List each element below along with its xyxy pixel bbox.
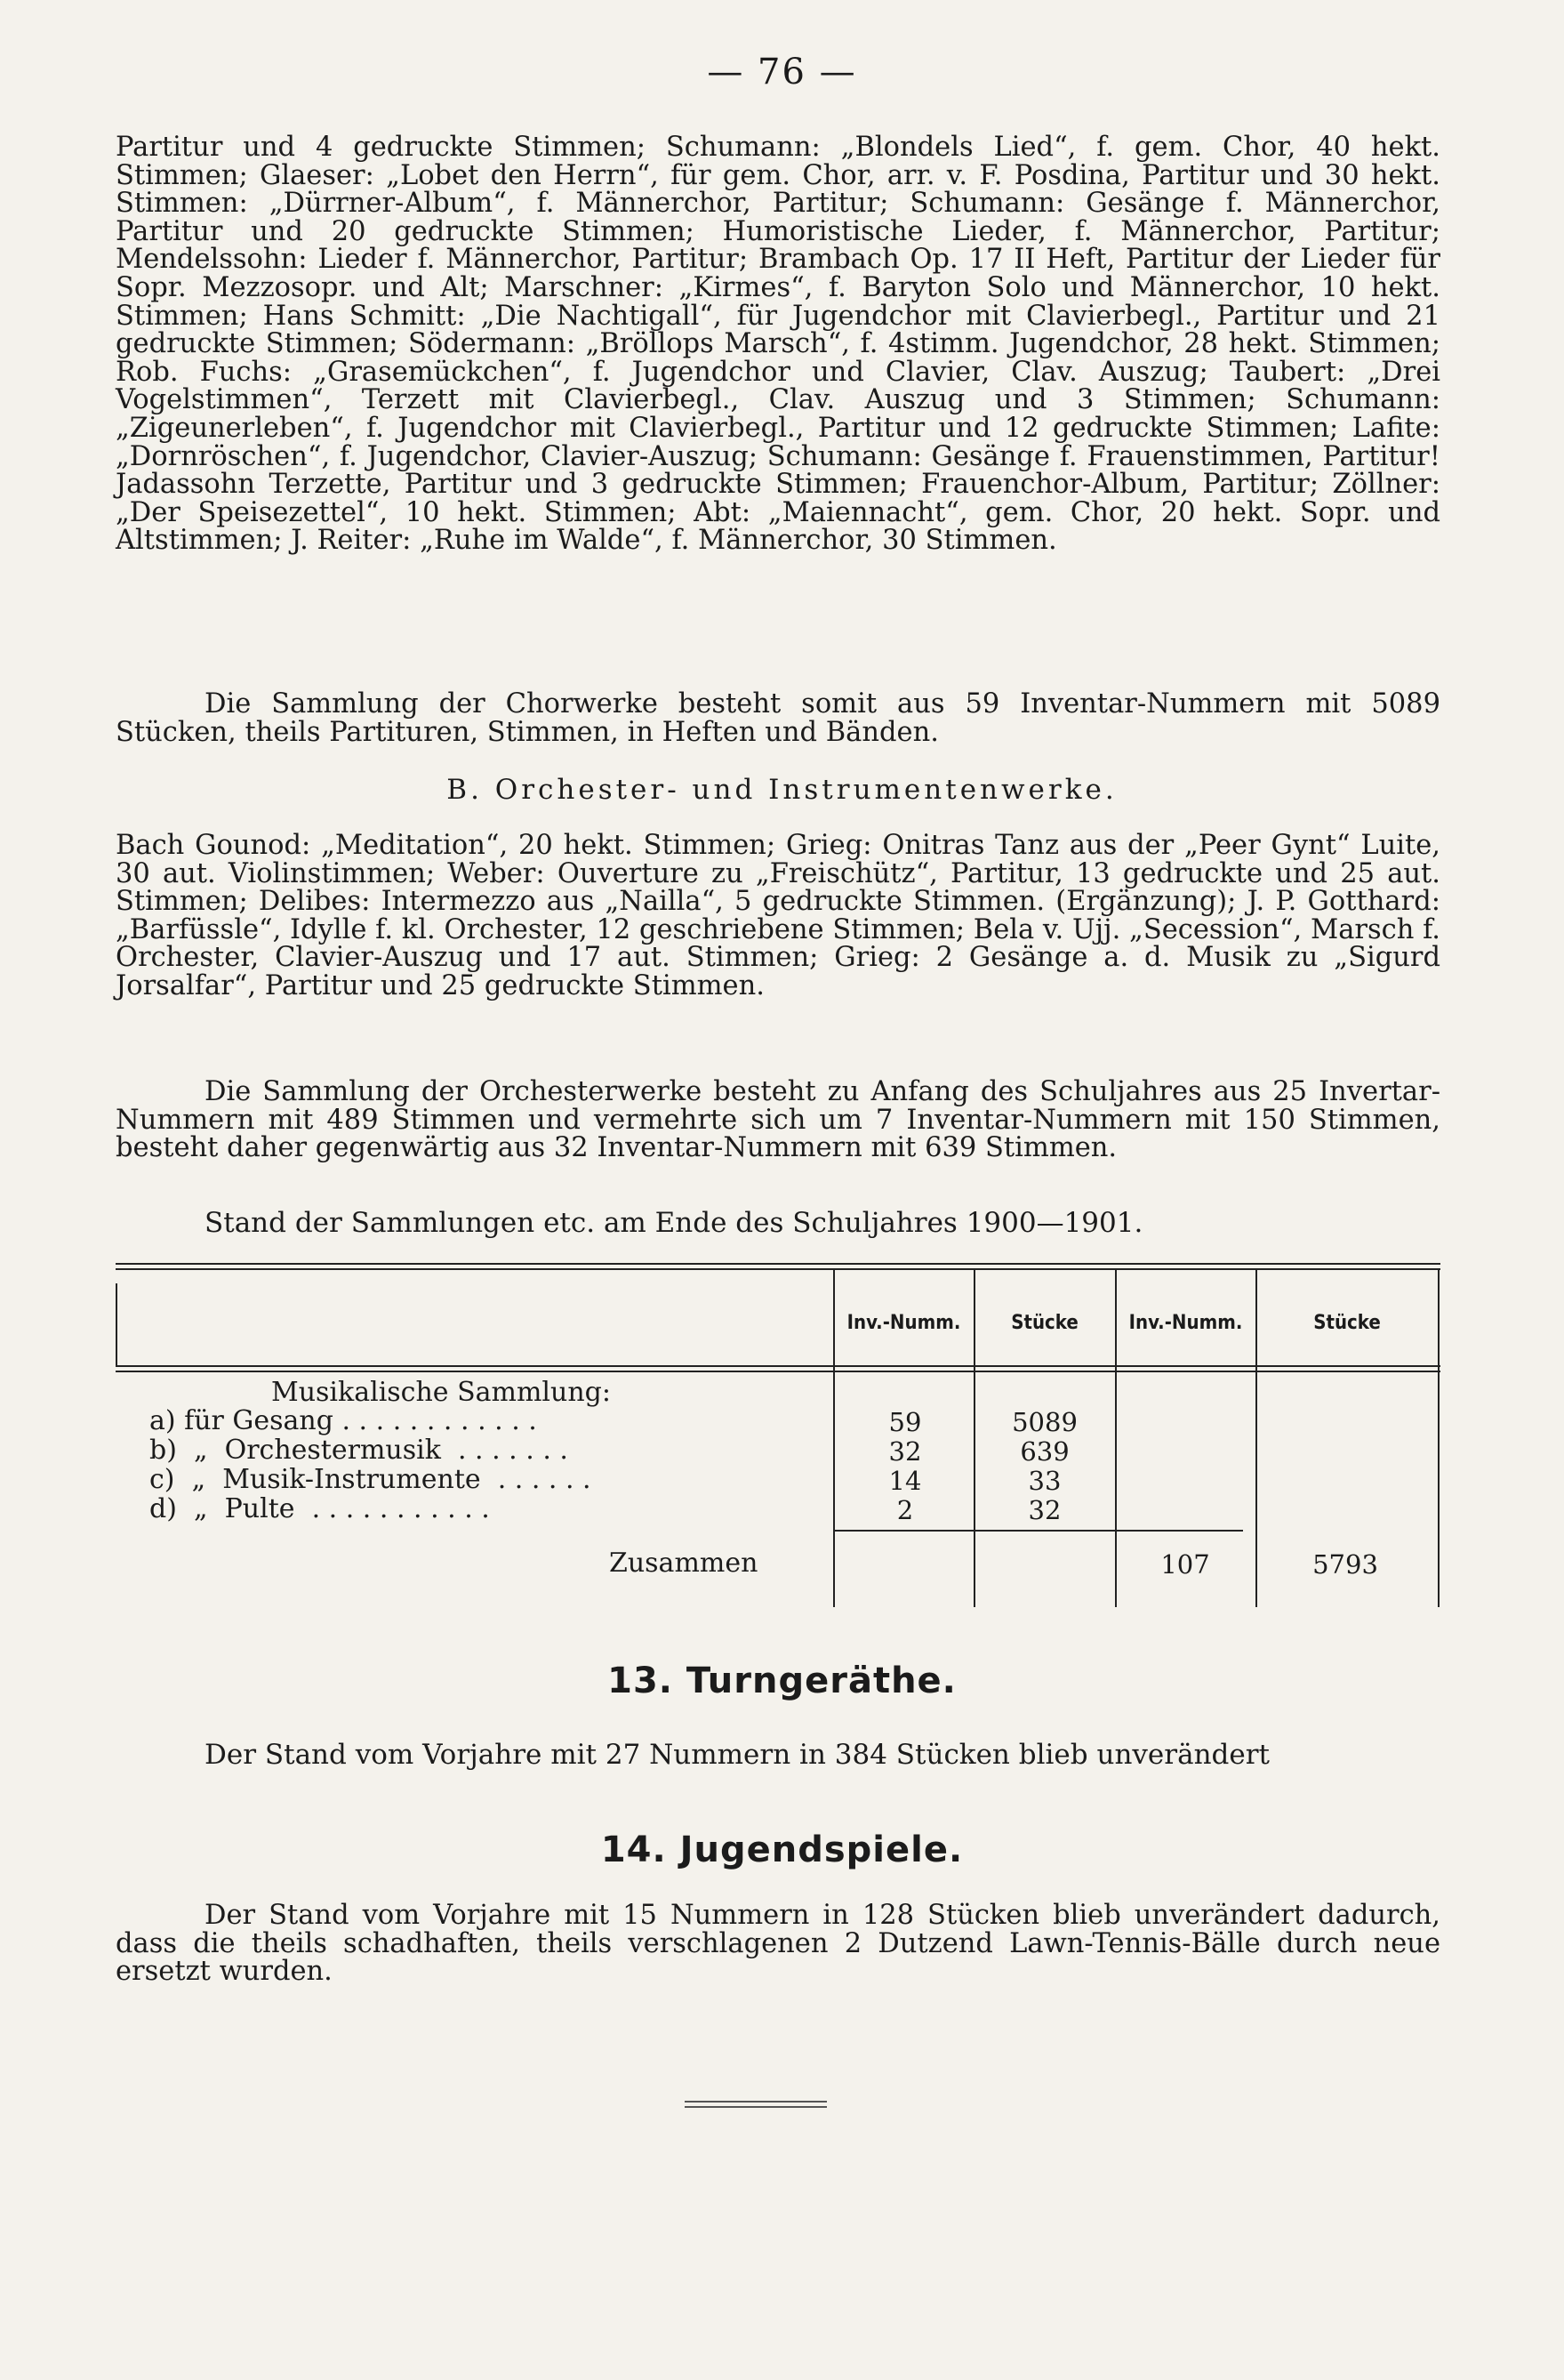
choir-works-block: [116, 132, 1449, 557]
table-header-rule-2: [116, 1371, 1440, 1372]
group-title: Musikalische Sammlung:: [271, 1377, 611, 1408]
choir-paragraph: Partitur und 4 gedruckte Stimmen; Schumann: „Blondels Lied“, f. gem. Chor, 40 hekt. Stimmen; Glaeser: „Lobet den Herrn“, für gem. Chor, arr. v. F. Posdina, Partitur und 30 hekt. Stimmen: „Dürrner-Album“, f. Männerchor, Partitur; Schumann: Gesänge f. Männerchor, Partitur und 20 gedruckte Stimmen; Humoristische Lieder, f. Männerchor, Partitur; Mendelssohn: Lieder f. Männerchor, Partitur; Brambach Op. 17 II Heft, Partitur der Lieder für Sopr. Mezzosopr. und Alt; Marschner: „Kirmes“, f. Baryton Solo und Männerchor, 10 hekt. Stimmen; Hans Schmitt: „Die Nachtigall“, für Jugendchor mit Clavierbegl., Partitur und 21 gedruckte Stimmen; Södermann: „Bröllops Marsch“, f. 4stimm. Jugendchor, 28 hekt. Stimmen; Rob. Fuchs: „Grasemückchen“, f. Jugendchor und Clavier, Clav. Auszug; Taubert: „Drei Vogelstimmen“, Terzett mit Clavierbegl., Clav. Auszug und 3 Stimmen; Schumann: „Zigeunerleben“, f. Jugendchor mit Clavierbegl., Partitur und 12 gedruckte Stimmen; Lafite: „Dornröschen“, f. Jugendchor, Clavier-Auszug; Schumann: Gesänge f. Frauenstimmen, Partitur! Jadassohn Terzette, Partitur und 3 gedruckte Stimmen; Frauenchor-Album, Partitur; Zöllner: „Der Speisezettel“, 10 hekt. Stimmen; Abt: „Maiennacht“, gem. Chor, 20 hekt. Sopr. und Altstimmen; J. Reiter: „Ruhe im Walde“, f. Männerchor, 30 Stimmen.: [116, 132, 1449, 557]
row-label-pulte: d) „ Pulte . . . . . . . . . . .: [149, 1493, 490, 1524]
sum-rule: [834, 1530, 1243, 1532]
section-13-text: Der Stand vom Vorjahre mit 27 Nummern in 384 Stücken blieb unverändert: [205, 1739, 1270, 1771]
row-label-orchester: b) „ Orchestermusik . . . . . . .: [149, 1435, 568, 1466]
row-stuecke-instrumente: 33: [1028, 1466, 1062, 1496]
total-label: Zusammen: [609, 1548, 758, 1579]
row-stuecke-pulte: 32: [1028, 1495, 1062, 1525]
section-14-text: Der Stand vom Vorjahre mit 15 Nummern in 128 Stücken blieb unverändert dadurch, dass die theils schadhaften, theils verschlagenen 2 Dutzend Lawn-Tennis-Bälle durch neue ersetzt wurden.: [116, 1900, 1449, 1988]
row-inv-instrumente: 14: [888, 1466, 922, 1496]
header-stuecke-1: Stücke: [1011, 1312, 1079, 1334]
table-top-rule-2: [116, 1268, 1440, 1270]
section-b-title: B. Orchester- und Instrumentenwerke.: [446, 774, 1118, 806]
orchestra-paragraph: Bach Gounod: „Meditation“, 20 hekt. Stimmen; Grieg: Onitras Tanz aus der „Peer Gynt“ Luite, 30 aut. Violinstimmen; Weber: Ouverture zu „Freischütz“, Partitur, 13 gedruckte und 25 aut. Stimmen; Delibes: Intermezzo aus „Nailla“, 5 gedruckte Stimmen. (Ergänzung); J. P. Gotthard: „Barfüssle“, Idylle f. kl. Orchester, 12 geschriebene Stimmen; Bela v. Ujj. „Secession“, Marsch f. Orchester, Clavier-Auszug und 17 aut. Stimmen; Grieg: 2 Gesänge a. d. Musik zu „Sigurd Jorsalfar“, Partitur und 25 gedruckte Stimmen.: [116, 830, 1449, 1001]
table-vline: [116, 1283, 117, 1365]
end-rule-2: [685, 2106, 827, 2108]
page-number: — 76 —: [707, 52, 857, 92]
row-stuecke-orchester: 639: [1020, 1436, 1070, 1467]
row-inv-orchester: 32: [888, 1436, 922, 1467]
header-stuecke-2: Stücke: [1313, 1312, 1381, 1334]
row-inv-gesang: 59: [888, 1407, 922, 1437]
choir-summary: Die Sammlung der Chorwerke besteht somit aus 59 Inventar-Nummern mit 5089 Stücken, theils Partituren, Stimmen, in Heften und Bänden.: [116, 688, 1449, 748]
section-14-block: [116, 1900, 1449, 1988]
section-14-title: 14. Jugendspiele.: [600, 1829, 964, 1870]
orchestra-summary-block: [116, 1076, 1449, 1164]
row-label-instrumente: c) „ Musik-Instrumente . . . . . .: [149, 1464, 591, 1495]
row-stuecke-gesang: 5089: [1012, 1407, 1078, 1437]
header-inv-numm-2: Inv.-Numm.: [1128, 1312, 1243, 1334]
table-header-rule: [116, 1365, 1440, 1367]
section-13-title: 13. Turngeräthe.: [607, 1660, 957, 1701]
total-stuecke: 5793: [1312, 1549, 1378, 1580]
header-inv-numm-1: Inv.-Numm.: [846, 1312, 961, 1334]
table-top-rule: [116, 1263, 1440, 1265]
orchestra-summary: Die Sammlung der Orchesterwerke besteht zu Anfang des Schuljahres aus 25 Invertar-Nummern mit 489 Stimmen und vermehrte sich um 7 Inventar-Nummern mit 150 Stimmen, besteht daher gegenwärtig aus 32 Inventar-Nummern mit 639 Stimmen.: [116, 1076, 1449, 1164]
end-rule: [685, 2101, 827, 2103]
inventory-table: [116, 1263, 1440, 1607]
table-vline: [1438, 1268, 1440, 1607]
stand-line: Stand der Sammlungen etc. am Ende des Schuljahres 1900—1901.: [205, 1207, 1143, 1239]
total-inv: 107: [1160, 1549, 1210, 1580]
row-inv-pulte: 2: [896, 1495, 914, 1525]
orchestra-works-block: [116, 830, 1449, 1001]
row-label-gesang: a) für Gesang . . . . . . . . . . . .: [149, 1405, 537, 1436]
choir-summary-block: [116, 688, 1449, 748]
